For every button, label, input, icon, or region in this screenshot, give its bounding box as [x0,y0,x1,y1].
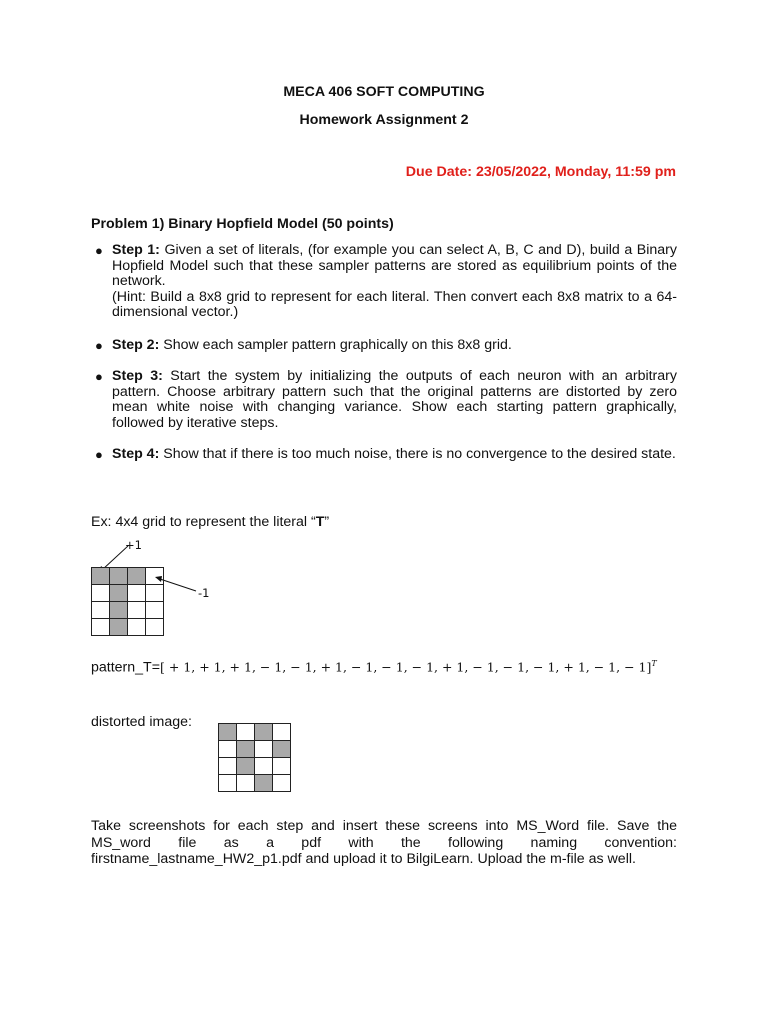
pattern-superscript: T [651,659,657,668]
grid-cell-filled [110,585,128,602]
grid-row [219,775,291,792]
step-label: Step 2: [112,337,160,353]
grid-cell-empty [255,758,273,775]
example-caption [91,514,329,530]
step-2 [95,337,677,354]
step-3 [95,368,677,431]
grid-row [219,724,291,741]
due-date: Due Date: 23/05/2022, Monday, 11:59 pm [405,164,676,180]
bullet-icon: ● [95,338,103,353]
grid-distorted [218,723,291,792]
grid-cell-empty [128,585,146,602]
grid-cell-empty [219,775,237,792]
instructions-paragraph: Take screenshots for each step and insert these screens into MS_Word file. Save the MS_word file as a pdf with the following naming convention: firstname_lastname_HW2_p1.pdf and upload it to BilgiLearn. Upload the m-file as well. [91,818,677,867]
grid-cell-filled [273,741,291,758]
grid-cell-filled [110,602,128,619]
grid-cell-filled [255,724,273,741]
pattern-line [91,659,657,676]
example-literal: T [315,514,325,530]
course-title: MECA 406 SOFT COMPUTING [283,84,485,100]
grid-cell-filled [255,775,273,792]
step-text: Show each sampler pattern graphically on this 8x8 grid. [159,337,512,353]
grid-cell-empty [219,758,237,775]
step-4 [95,446,677,463]
minus-arrow-line [160,579,196,591]
grid-cell-filled [219,724,237,741]
step-label: Step 1: [112,242,160,258]
step-label: Step 4: [112,446,160,462]
distorted-label: distorted image: [91,714,192,730]
pattern-prefix: pattern_T= [91,659,161,676]
grid-cell-empty [146,619,164,636]
grid-cell-empty [219,741,237,758]
grid-cell-empty [92,602,110,619]
example-suffix: ” [324,514,330,530]
grid-cell-empty [237,724,255,741]
plus-one-label: +1 [125,538,142,552]
grid-cell-empty [92,619,110,636]
example-prefix: Ex: 4x4 grid to represent the literal “ [91,514,316,530]
grid-cell-filled [92,568,110,585]
grid-row [219,758,291,775]
grid-cell-empty [128,602,146,619]
grid-cell-empty [273,724,291,741]
grid-row [92,585,164,602]
grid-row [92,619,164,636]
bullet-icon: ● [95,447,103,462]
grid-cell-empty [237,775,255,792]
step-text: Show that if there is too much noise, there is no convergence to the desired state. [159,446,676,462]
grid-cell-empty [255,741,273,758]
pattern-formula: [ + 1, + 1, + 1, − 1, − 1, + 1, − 1, − 1, − 1, + 1, − 1, − 1, − 1, + 1, − 1, − 1] [160,659,652,675]
grid-cell-empty [146,602,164,619]
grid-cell-empty [92,585,110,602]
step-1 [95,242,677,321]
problem-title: Problem 1) Binary Hopfield Model (50 points) [91,216,394,232]
grid-row [92,602,164,619]
grid-row [92,568,164,585]
grid-cell-filled [237,741,255,758]
grid-cell-filled [110,568,128,585]
assignment-title: Homework Assignment 2 [299,112,469,128]
grid-cell-empty [128,619,146,636]
grid-cell-filled [110,619,128,636]
grid-cell-empty [146,585,164,602]
step-text: Start the system by initializing the outputs of each neuron with an arbitrary pattern. Choose arbitrary pattern such that the original patterns are distorted by zero mean white noise with changing variance. Show each starting pattern graphically, followed by iterative steps. [112,368,677,431]
bullet-icon: ● [95,369,103,384]
grid-row [219,741,291,758]
grid-cell-empty [273,758,291,775]
step-hint: (Hint: Build a 8x8 grid to represent for each literal. Then convert each 8x8 matrix to a 64-dimensional vector.) [112,288,677,320]
grid-t-example [91,567,164,636]
grid-cell-empty [273,775,291,792]
grid-cell-empty [146,568,164,585]
bullet-icon: ● [95,243,103,258]
grid-cell-filled [237,758,255,775]
grid-cell-filled [128,568,146,585]
step-label: Step 3: [112,368,163,384]
step-text: Given a set of literals, (for example you can select A, B, C and D), build a Binary Hopfield Model such that these sampler patterns are stored as equilibrium points of the network. [112,242,677,289]
minus-one-label: -1 [198,586,210,600]
